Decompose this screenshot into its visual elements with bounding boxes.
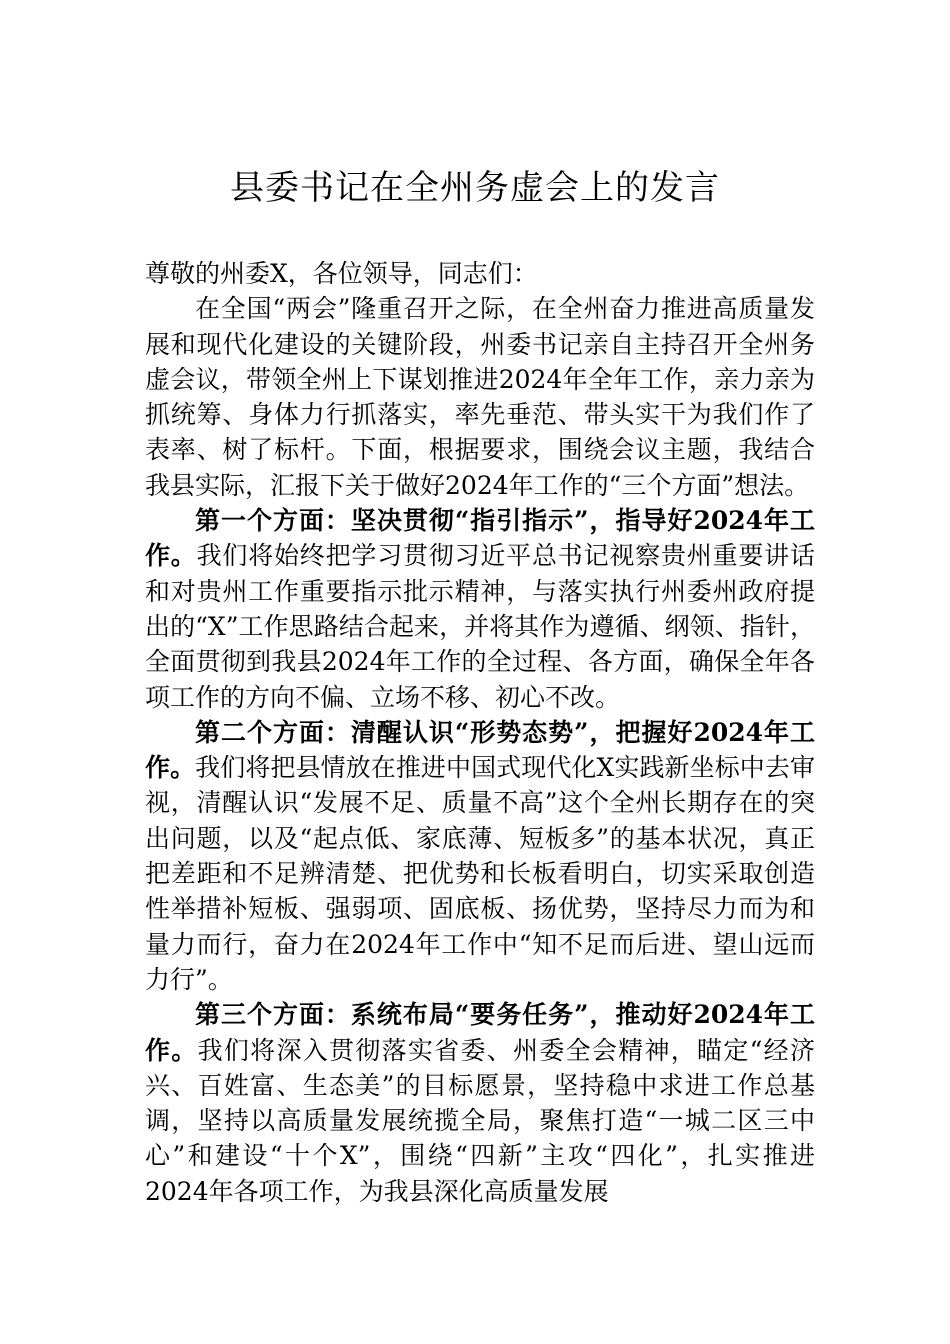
salutation: 尊敬的州委X，各位领导，同志们： (145, 259, 538, 288)
document-body (145, 256, 815, 1209)
section-paragraph-3 (145, 997, 815, 1209)
section-heading-1: 第一个方面：坚决贯彻“指引指示”，指导好2024年工作。 (145, 506, 815, 571)
document-title: 县委书记在全州务虚会上的发言 (230, 168, 720, 208)
section-heading-3: 第三个方面：系统布局“要务任务”，推动好2024年工作。 (145, 1000, 815, 1065)
intro-paragraph: 在全国“两会”隆重召开之际，在全州奋力推进高质量发展和现代化建设的关键阶段，州委书记亲自主持召开全州务虚会议，带领全州上下谋划推进2024年全年工作，亲力亲为抓统筹、身体力行抓落实，率先垂范、带头实干为我们作了表率、树了标杆。下面，根据要求，围绕会议主题，我结合我县实际，汇报下关于做好2024年工作的“三个方面”想法。 (145, 294, 815, 500)
section-paragraph-1 (145, 503, 815, 715)
section-text-2: 我们将把县情放在推进中国式现代化X实践新坐标中去审视，清醒认识“发展不足、质量不高”这个全州长期存在的突出问题，以及“起点低、家底薄、短板多”的基本状况，真正把差距和不足辨清楚、把优势和长板看明白，切实采取创造性举措补短板、强弱项、固底板、扬优势，坚持尽力而为和量力而行，奋力在2024年工作中“知不足而后进、望山远而力行”。 (145, 753, 815, 994)
section-heading-2: 第二个方面：清醒认识“形势态势”，把握好2024年工作。 (145, 717, 815, 783)
section-text-3: 我们将深入贯彻落实省委、州委全会精神，瞄定“经济兴、百姓富、生态美”的目标愿景，坚持稳中求进工作总基调，坚持以高质量发展统揽全局，聚焦打造“一城二区三中心”和建设“十个X”，围绕“四新”主攻“四化”，扎实推进2024年各项工作，为我县深化高质量发展 (145, 1035, 815, 1206)
section-text-1: 我们将始终把学习贯彻习近平总书记视察贵州重要讲话和对贵州工作重要指示批示精神，与落实执行州委州政府提出的“X”工作思路结合起来，并将其作为遵循、纲领、指针，全面贯彻到我县2024年工作的全过程、各方面，确保全年各项工作的方向不偏、立场不移、初心不改。 (145, 541, 815, 712)
section-paragraph-2 (145, 715, 815, 997)
